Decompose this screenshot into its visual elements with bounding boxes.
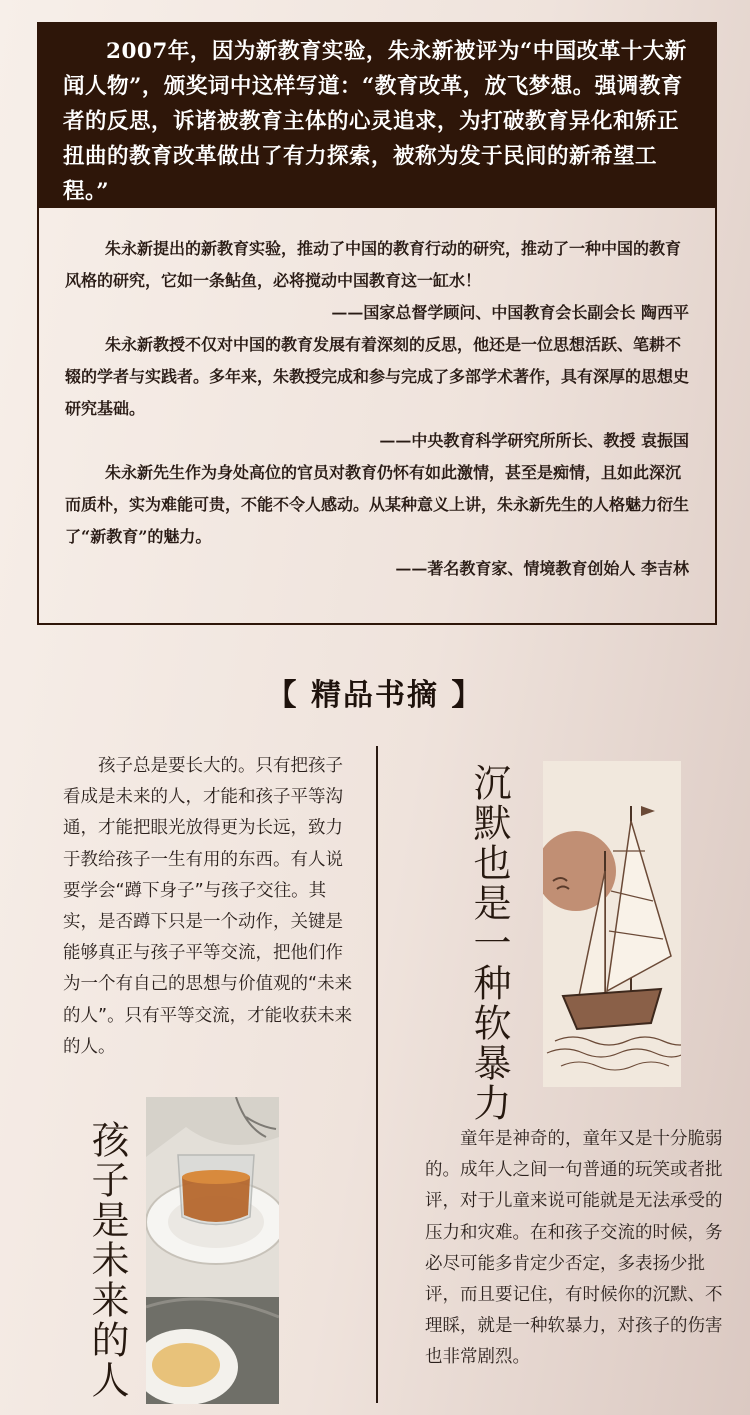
endorsement-source: ——中央教育科学研究所所长、教授 袁振国 [379,431,689,450]
endorsement-text: 朱永新提出的新教育实验，推动了中国的教育行动的研究，推动了一种中国的教育风格的研究，它如一条鲇鱼，必将搅动中国教育这一缸水！ [65,239,682,290]
section-heading: 【 精品书摘 】 [266,678,484,713]
excerpt-left-text: 孩子总是要长大的。只有把孩子看成是未来的人，才能和孩子平等沟通，才能把眼光放得更为长远，致力于教给孩子一生有用的东西。有人说要学会“蹲下身子”与孩子交往。其实，是否蹲下只是一个动作，关键是能够真正与孩子平等交流，把他们作为一个有自己的思想与价值观的“未来的人”。只有平等交流，才能收获未来的人。 [63,756,353,1057]
tea-glass-image [146,1097,279,1404]
excerpt-right-text: 童年是神奇的，童年又是十分脆弱的。成年人之间一句普通的玩笑或者批评，对于儿童来说可能就是无法承受的压力和灾难。在和孩子交流的时候，务必尽可能多肯定少否定，多表扬少批评，而且要记住，有时候你的沉默、不理睬，就是一种软暴力，对孩子的伤害也非常剧烈。 [425,1129,723,1368]
endorsement-text: 朱永新教授不仅对中国的教育发展有着深刻的反思，他还是一位思想活跃、笔耕不辍的学者与实践者。多年来，朱教授完成和参与完成了多部学术著作，具有深厚的思想史研究基础。 [65,335,690,418]
excerpt-left-title: 孩子是未来的人 [85,1120,129,1400]
award-citation-box [37,22,717,208]
award-citation-text: 2007年，因为新教育实验，朱永新被评为“中国改革十大新闻人物”，颁奖词中这样写道：“教育改革，放飞梦想。强调教育者的反思，诉诸被教育主体的心灵追求，为打破教育异化和矫正扭曲的教育改革做出了有力探索，被称为发于民间的新希望工程。” [63,39,687,204]
endorsement-source: ——国家总督学顾问、中国教育会长副会长 陶西平 [331,303,689,322]
endorsement-text: 朱永新先生作为身处高位的官员对教育仍怀有如此激情，甚至是痴情，且如此深沉而质朴，实为难能可贵，不能不令人感动。从某种意义上讲，朱永新先生的人格魅力衍生了“新教育”的魅力。 [65,463,690,546]
excerpt-right-title: 沉默也是一种软暴力 [467,763,511,1123]
column-divider [376,746,378,1403]
endorsement-source: ——著名教育家、情境教育创始人 李吉林 [395,559,689,578]
endorsements-box [37,207,717,625]
sailing-ship-image [543,761,681,1087]
